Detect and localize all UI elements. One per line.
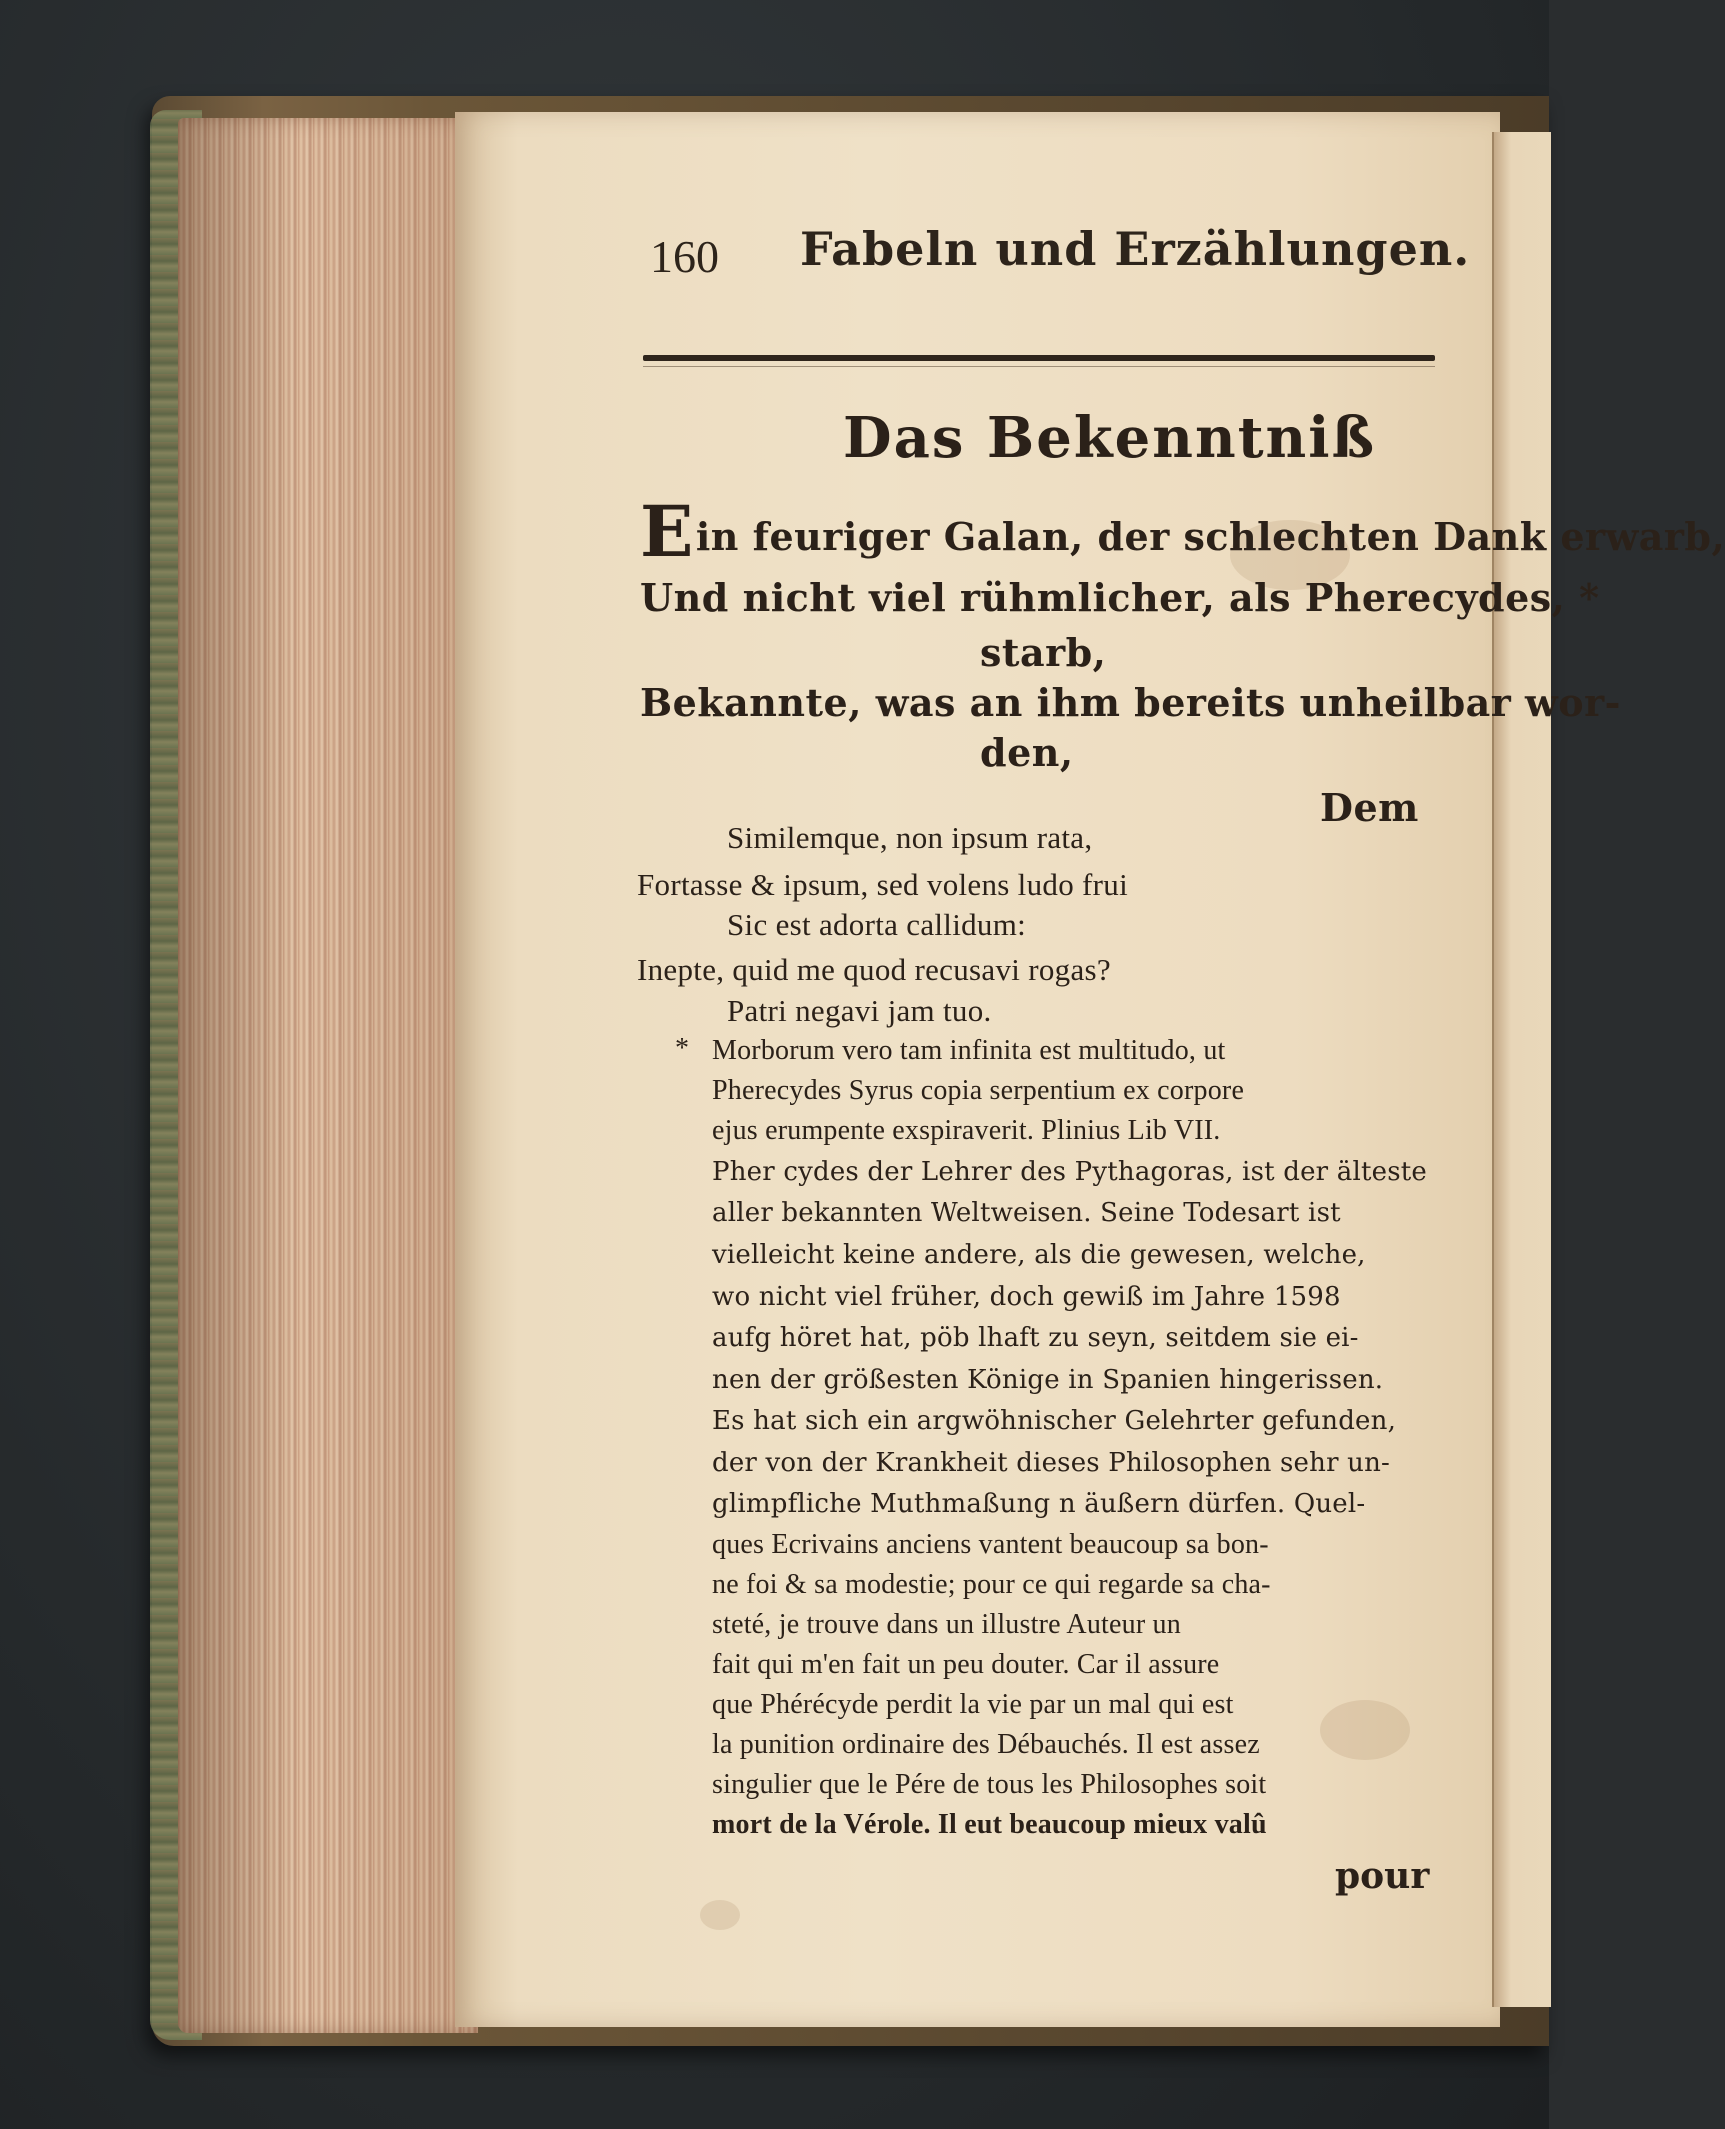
catchword: pour	[1335, 1855, 1430, 1897]
footnote-line: ques Ecrivains anciens vantent beaucoup sa bon-	[712, 1529, 1269, 1560]
footnote-line: der von der Krankheit dieses Philosophen sehr un-	[712, 1448, 1391, 1478]
poem-title: Das Bekenntniß	[843, 405, 1377, 471]
drop-cap: E	[640, 490, 694, 573]
header-rule	[643, 355, 1435, 361]
footnote-line: la punition ordinaire des Débauchés. Il est assez	[712, 1729, 1260, 1760]
footnote-line: que Phérécyde perdit la vie par un mal qui est	[712, 1689, 1234, 1720]
footnote-line: mort de la Vérole. Il eut beaucoup mieux valû	[712, 1809, 1267, 1840]
footnote-line: glimpfliche Muthmaßung n äußern dürfen. Quel-	[712, 1489, 1366, 1519]
verse-line-text: in feuriger Galan, der schlechten Dank erwarb,	[695, 514, 1725, 559]
verse-line: Dem	[1320, 785, 1419, 830]
latin-line: Sic est adorta callidum:	[727, 907, 1027, 942]
header-rule-thin	[643, 366, 1435, 367]
latin-line: Patri negavi jam tuo.	[727, 993, 992, 1028]
footnote-line: Morborum vero tam infinita est multitudo, ut	[712, 1035, 1226, 1066]
footnote-line: Es hat sich ein argwöhnischer Gelehrter gefunden,	[712, 1406, 1397, 1436]
footnote-marker: *	[675, 1033, 690, 1064]
running-head: Fabeln und Erzählungen.	[800, 222, 1471, 276]
verse-line	[640, 490, 1725, 573]
footnote-line: Pher cydes der Lehrer des Pythagoras, ist der älteste	[712, 1157, 1427, 1187]
footnote-line: wo nicht viel früher, doch gewiß im Jahre 1598	[712, 1282, 1341, 1312]
footnote-line: ne foi & sa modestie; pour ce qui regarde sa cha-	[712, 1569, 1271, 1600]
footnote-line: ejus erumpente exspiraverit. Plinius Lib VII.	[712, 1115, 1221, 1146]
verse-line: Und nicht viel rühmlicher, als Pherecydes, *	[640, 575, 1600, 620]
footnote-line: singulier que le Pére de tous les Philosophes soit	[712, 1769, 1267, 1800]
footnote-line: vielleicht keine andere, als die gewesen, welche,	[712, 1240, 1366, 1270]
footnote-line: steté, je trouve dans un illustre Auteur un	[712, 1609, 1181, 1640]
latin-line: Fortasse & ipsum, sed volens ludo frui	[637, 867, 1129, 902]
page-number: 160	[650, 231, 719, 282]
footnote-line: nen der größesten Könige in Spanien hingerissen.	[712, 1365, 1384, 1395]
verse-line: den,	[980, 730, 1074, 775]
footnote-line: aller bekannten Weltweisen. Seine Todesart ist	[712, 1198, 1341, 1228]
latin-line: Similemque, non ipsum rata,	[727, 820, 1093, 855]
verse-line: starb,	[980, 630, 1107, 675]
footnote-line: aufg höret hat, pöb lhaft zu seyn, seitdem sie ei-	[712, 1323, 1359, 1353]
footnote-line: Pherecydes Syrus copia serpentium ex corpore	[712, 1075, 1245, 1106]
footnote-line: fait qui m'en fait un peu douter. Car il assure	[712, 1649, 1220, 1680]
verse-line: Bekannte, was an ihm bereits unheilbar wor-	[640, 680, 1621, 725]
latin-line: Inepte, quid me quod recusavi rogas?	[637, 952, 1111, 987]
